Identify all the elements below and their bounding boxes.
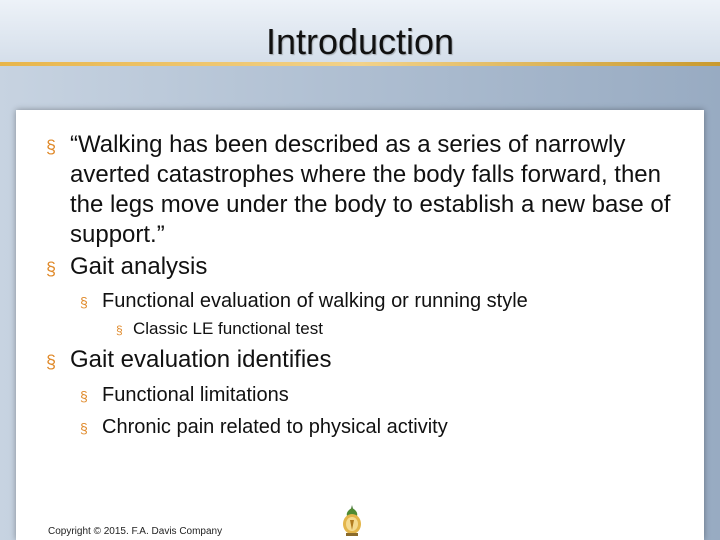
bullet-text: Functional limitations	[102, 384, 289, 406]
copyright-footer: Copyright © 2015. F.A. Davis Company	[48, 526, 223, 537]
bullet-functional-limitations	[80, 382, 289, 408]
bullet-gait-analysis	[46, 252, 695, 282]
bullet-marker-icon: §	[80, 388, 88, 404]
publisher-logo-icon	[340, 504, 364, 538]
bullet-text: Functional evaluation of walking or running style	[102, 290, 528, 312]
bullet-functional-evaluation	[80, 288, 528, 314]
bullet-marker-icon: §	[80, 294, 88, 310]
bullet-marker-icon: §	[46, 352, 57, 372]
bullet-marker-icon: §	[80, 420, 88, 436]
bullet-quote	[46, 130, 695, 250]
bullet-text: Gait evaluation identifies	[70, 346, 332, 373]
bullet-text: Classic LE functional test	[133, 319, 323, 338]
bullet-marker-icon: §	[46, 259, 57, 279]
slide-title: Introduction	[265, 21, 455, 62]
bullet-text: Chronic pain related to physical activity	[102, 416, 448, 438]
bullet-marker-icon: §	[46, 137, 57, 157]
bullet-classic-le-test	[116, 318, 323, 340]
bullet-chronic-pain	[80, 414, 448, 440]
bullet-gait-evaluation	[46, 345, 695, 375]
bullet-text: “Walking has been described as a series of narrowly averted catastrophes where the body falls forward, then the legs move under the body to establish a new base of support.”	[70, 131, 671, 248]
bullet-marker-icon: §	[116, 323, 123, 337]
bullet-text: Gait analysis	[70, 253, 208, 280]
